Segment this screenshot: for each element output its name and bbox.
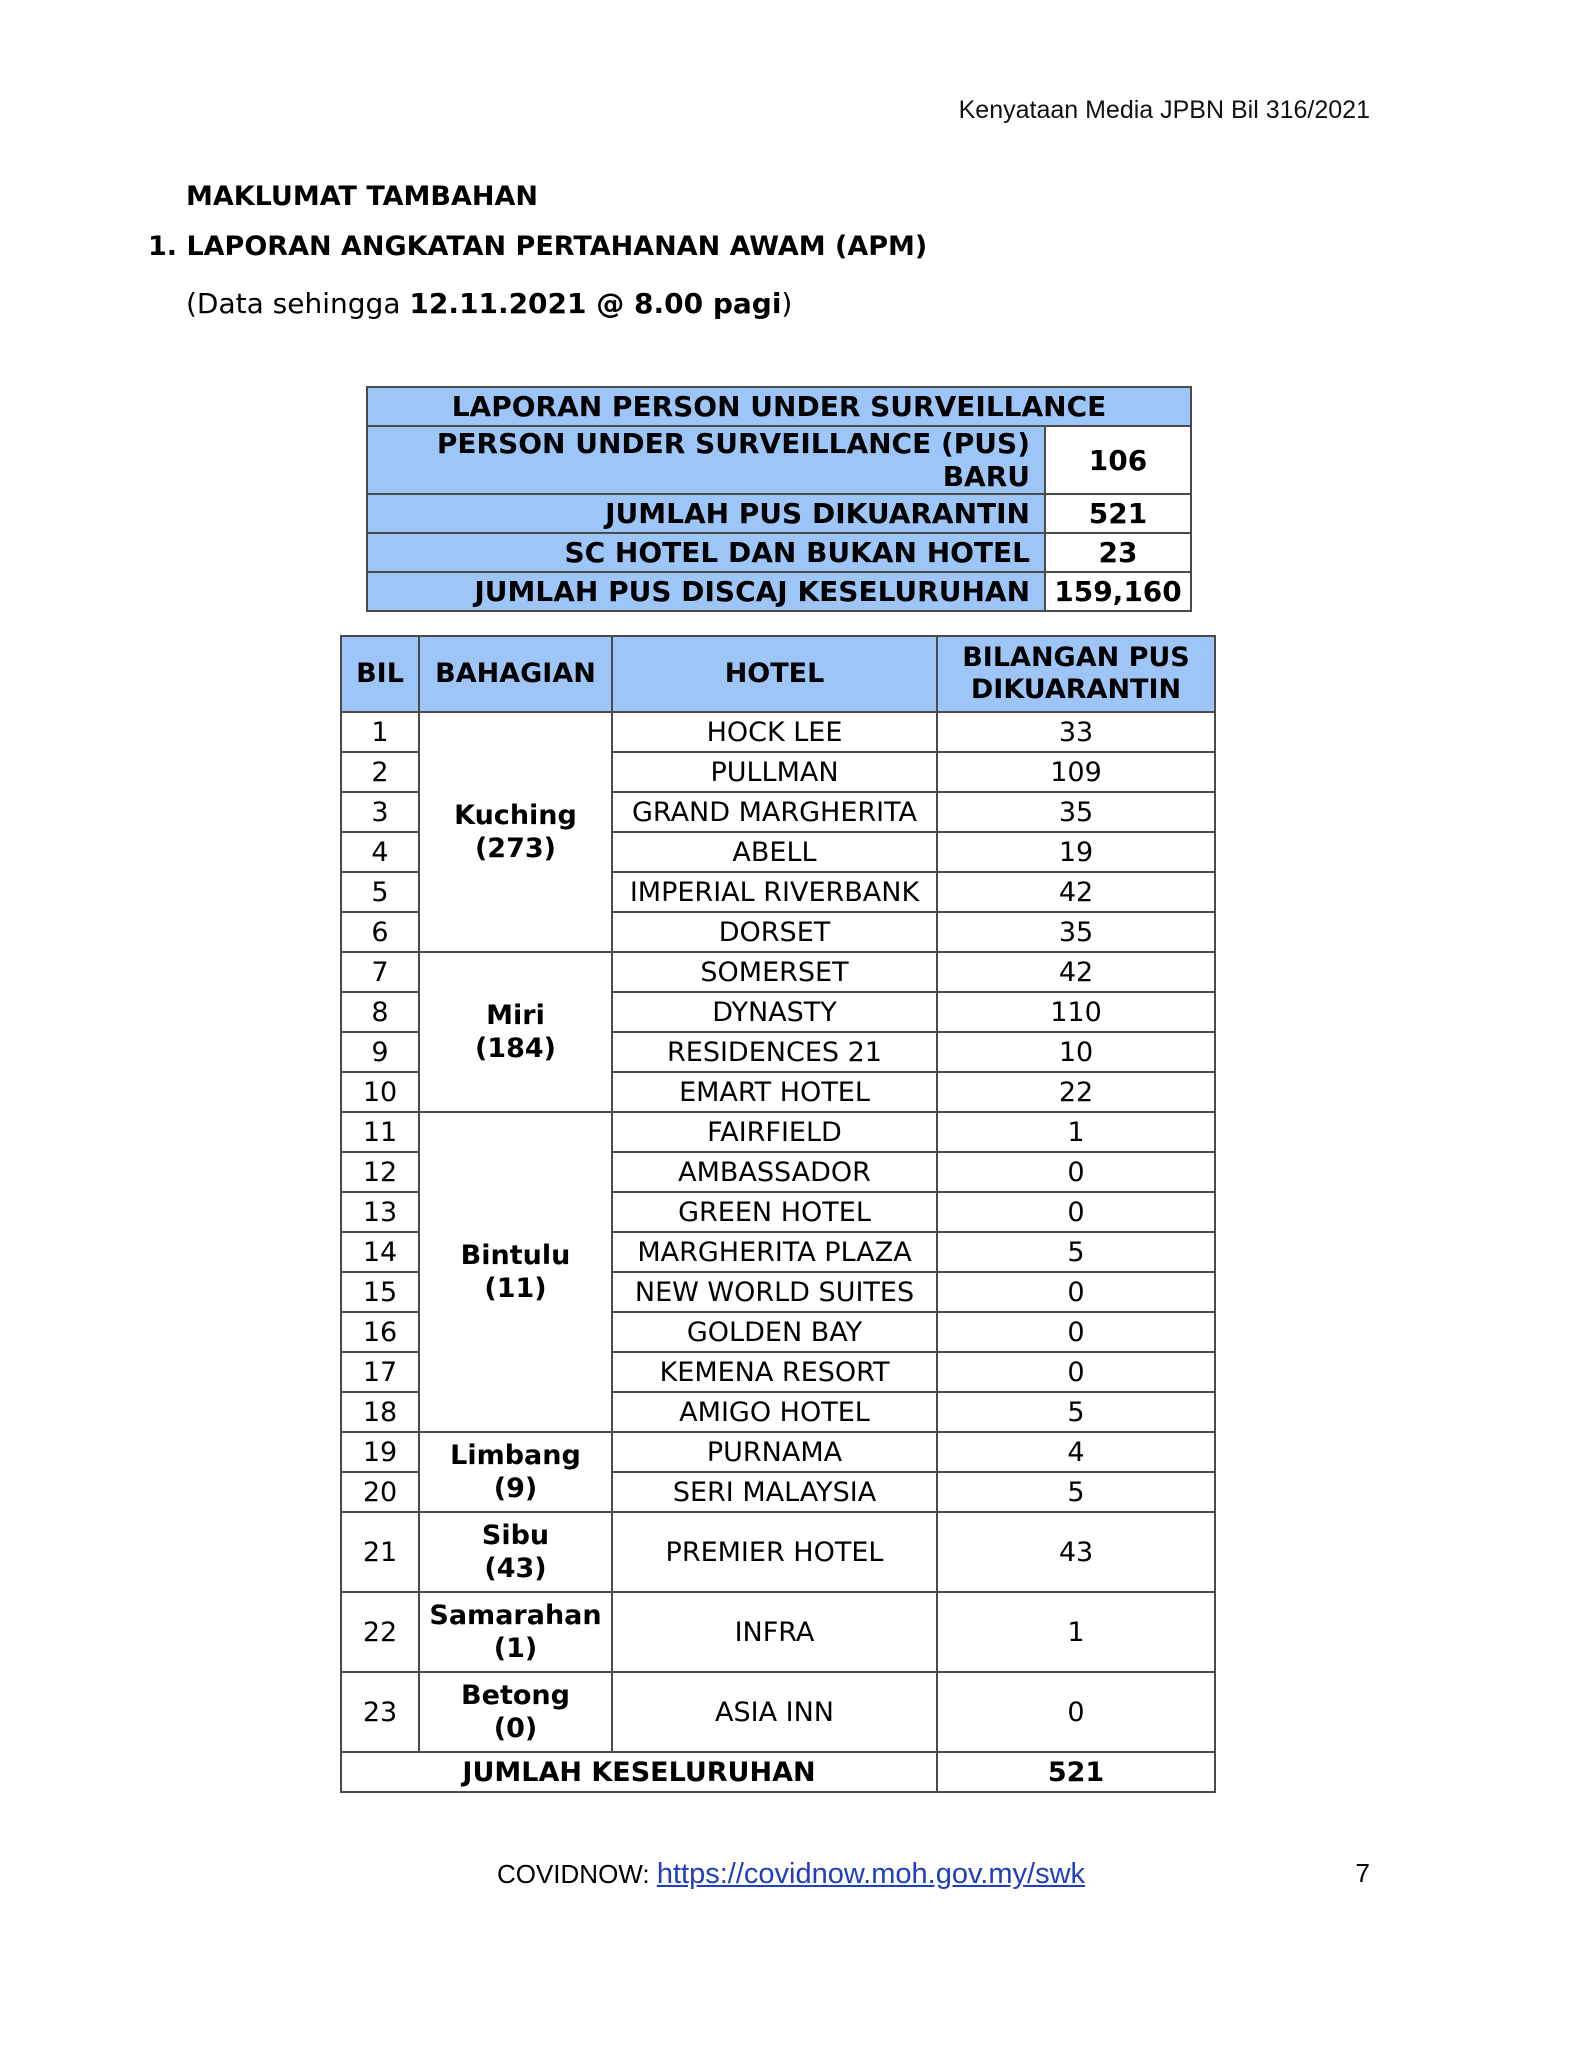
division-cell bbox=[419, 1112, 612, 1432]
division-name: Bintulu bbox=[460, 1240, 571, 1271]
row-bil: 16 bbox=[341, 1312, 419, 1352]
row-hotel: AMIGO HOTEL bbox=[612, 1392, 937, 1432]
row-bil: 17 bbox=[341, 1352, 419, 1392]
row-count: 43 bbox=[937, 1512, 1215, 1592]
pus-summary-table bbox=[366, 386, 1192, 612]
row-hotel: HOCK LEE bbox=[612, 712, 937, 752]
header-hotel: HOTEL bbox=[612, 636, 937, 712]
division-total: (273) bbox=[474, 833, 557, 864]
row-hotel: GOLDEN BAY bbox=[612, 1312, 937, 1352]
total-value: 521 bbox=[937, 1752, 1215, 1792]
table-row bbox=[341, 1672, 1215, 1752]
row-hotel: PULLMAN bbox=[612, 752, 937, 792]
summary-label: JUMLAH PUS DIKUARANTIN bbox=[367, 494, 1045, 533]
division-cell bbox=[419, 1512, 612, 1592]
header-count bbox=[937, 636, 1215, 712]
row-count: 35 bbox=[937, 792, 1215, 832]
row-count: 42 bbox=[937, 952, 1215, 992]
row-hotel: KEMENA RESORT bbox=[612, 1352, 937, 1392]
division-name: Sibu bbox=[481, 1520, 550, 1551]
date-value: 12.11.2021 @ 8.00 pagi bbox=[409, 287, 782, 320]
row-bil: 4 bbox=[341, 832, 419, 872]
row-bil: 12 bbox=[341, 1152, 419, 1192]
row-hotel: EMART HOTEL bbox=[612, 1072, 937, 1112]
row-bil: 23 bbox=[341, 1672, 419, 1752]
media-statement-reference: Kenyataan Media JPBN Bil 316/2021 bbox=[958, 96, 1370, 124]
row-count: 109 bbox=[937, 752, 1215, 792]
row-count: 22 bbox=[937, 1072, 1215, 1112]
row-count: 35 bbox=[937, 912, 1215, 952]
row-count: 1 bbox=[937, 1112, 1215, 1152]
row-count: 1 bbox=[937, 1592, 1215, 1672]
row-count: 0 bbox=[937, 1352, 1215, 1392]
row-bil: 3 bbox=[341, 792, 419, 832]
row-hotel: DYNASTY bbox=[612, 992, 937, 1032]
summary-value: 159,160 bbox=[1045, 572, 1191, 611]
header-bil: BIL bbox=[341, 636, 419, 712]
division-name: Betong bbox=[461, 1680, 570, 1711]
division-cell bbox=[419, 1432, 612, 1512]
summary-value: 106 bbox=[1045, 426, 1191, 494]
division-name: Kuching bbox=[454, 800, 577, 831]
date-prefix: (Data sehingga bbox=[186, 287, 410, 320]
table-row bbox=[341, 1432, 1215, 1472]
division-total: (43) bbox=[484, 1553, 547, 1584]
row-count: 0 bbox=[937, 1672, 1215, 1752]
row-bil: 1 bbox=[341, 712, 419, 752]
footer bbox=[0, 1858, 1582, 1891]
summary-row bbox=[367, 494, 1191, 533]
table-row bbox=[341, 1512, 1215, 1592]
division-total: (11) bbox=[484, 1273, 547, 1304]
header-count-line1: BILANGAN PUS bbox=[962, 642, 1190, 673]
row-bil: 2 bbox=[341, 752, 419, 792]
division-cell bbox=[419, 952, 612, 1112]
division-name: Miri bbox=[486, 1000, 545, 1031]
row-count: 19 bbox=[937, 832, 1215, 872]
row-hotel: AMBASSADOR bbox=[612, 1152, 937, 1192]
row-bil: 13 bbox=[341, 1192, 419, 1232]
table-row bbox=[341, 1592, 1215, 1672]
total-row bbox=[341, 1752, 1215, 1792]
row-bil: 21 bbox=[341, 1512, 419, 1592]
summary-label: PERSON UNDER SURVEILLANCE (PUS) BARU bbox=[367, 426, 1045, 494]
row-hotel: PREMIER HOTEL bbox=[612, 1512, 937, 1592]
row-bil: 14 bbox=[341, 1232, 419, 1272]
row-count: 33 bbox=[937, 712, 1215, 752]
summary-title: LAPORAN PERSON UNDER SURVEILLANCE bbox=[367, 387, 1191, 426]
row-count: 5 bbox=[937, 1232, 1215, 1272]
division-cell bbox=[419, 1672, 612, 1752]
division-cell bbox=[419, 1592, 612, 1672]
summary-row bbox=[367, 533, 1191, 572]
row-count: 110 bbox=[937, 992, 1215, 1032]
row-bil: 6 bbox=[341, 912, 419, 952]
row-hotel: RESIDENCES 21 bbox=[612, 1032, 937, 1072]
row-count: 42 bbox=[937, 872, 1215, 912]
hotel-quarantine-table bbox=[340, 635, 1216, 1793]
row-hotel: SERI MALAYSIA bbox=[612, 1472, 937, 1512]
row-bil: 19 bbox=[341, 1432, 419, 1472]
table-header-row bbox=[341, 636, 1215, 712]
row-hotel: ASIA INN bbox=[612, 1672, 937, 1752]
footer-prefix: COVIDNOW: bbox=[496, 1859, 657, 1889]
division-name: Limbang bbox=[450, 1440, 581, 1471]
header-division: BAHAGIAN bbox=[419, 636, 612, 712]
row-bil: 15 bbox=[341, 1272, 419, 1312]
row-count: 10 bbox=[937, 1032, 1215, 1072]
row-hotel: IMPERIAL RIVERBANK bbox=[612, 872, 937, 912]
row-count: 4 bbox=[937, 1432, 1215, 1472]
table-row bbox=[341, 952, 1215, 992]
row-hotel: INFRA bbox=[612, 1592, 937, 1672]
covidnow-link[interactable]: https://covidnow.moh.gov.my/swk bbox=[656, 1858, 1086, 1890]
summary-value: 521 bbox=[1045, 494, 1191, 533]
row-hotel: GRAND MARGHERITA bbox=[612, 792, 937, 832]
row-bil: 10 bbox=[341, 1072, 419, 1112]
summary-value: 23 bbox=[1045, 533, 1191, 572]
summary-row bbox=[367, 426, 1191, 494]
row-count: 0 bbox=[937, 1192, 1215, 1232]
row-count: 0 bbox=[937, 1152, 1215, 1192]
summary-label: JUMLAH PUS DISCAJ KESELURUHAN bbox=[367, 572, 1045, 611]
row-hotel: DORSET bbox=[612, 912, 937, 952]
date-suffix: ) bbox=[781, 287, 793, 320]
division-total: (184) bbox=[474, 1033, 557, 1064]
row-hotel: GREEN HOTEL bbox=[612, 1192, 937, 1232]
data-date bbox=[186, 287, 792, 320]
row-bil: 18 bbox=[341, 1392, 419, 1432]
section-title: MAKLUMAT TAMBAHAN bbox=[186, 181, 538, 212]
row-hotel: ABELL bbox=[612, 832, 937, 872]
row-bil: 8 bbox=[341, 992, 419, 1032]
page-number: 7 bbox=[1355, 1858, 1370, 1888]
row-bil: 9 bbox=[341, 1032, 419, 1072]
table-row bbox=[341, 712, 1215, 752]
division-name: Samarahan bbox=[429, 1600, 602, 1631]
row-count: 5 bbox=[937, 1472, 1215, 1512]
row-hotel: SOMERSET bbox=[612, 952, 937, 992]
summary-label: SC HOTEL DAN BUKAN HOTEL bbox=[367, 533, 1045, 572]
row-hotel: MARGHERITA PLAZA bbox=[612, 1232, 937, 1272]
division-cell bbox=[419, 712, 612, 952]
division-total: (9) bbox=[493, 1473, 538, 1504]
row-bil: 20 bbox=[341, 1472, 419, 1512]
report-subtitle: 1. LAPORAN ANGKATAN PERTAHANAN AWAM (APM) bbox=[148, 231, 928, 262]
row-bil: 22 bbox=[341, 1592, 419, 1672]
row-count: 5 bbox=[937, 1392, 1215, 1432]
row-count: 0 bbox=[937, 1272, 1215, 1312]
row-count: 0 bbox=[937, 1312, 1215, 1352]
row-bil: 5 bbox=[341, 872, 419, 912]
row-bil: 7 bbox=[341, 952, 419, 992]
row-hotel: NEW WORLD SUITES bbox=[612, 1272, 937, 1312]
total-label: JUMLAH KESELURUHAN bbox=[341, 1752, 937, 1792]
summary-row bbox=[367, 572, 1191, 611]
header-count-line2: DIKUARANTIN bbox=[970, 674, 1182, 705]
row-bil: 11 bbox=[341, 1112, 419, 1152]
summary-header-row bbox=[367, 387, 1191, 426]
division-total: (1) bbox=[493, 1633, 538, 1664]
row-hotel: PURNAMA bbox=[612, 1432, 937, 1472]
row-hotel: FAIRFIELD bbox=[612, 1112, 937, 1152]
table-row bbox=[341, 1112, 1215, 1152]
division-total: (0) bbox=[493, 1713, 538, 1744]
